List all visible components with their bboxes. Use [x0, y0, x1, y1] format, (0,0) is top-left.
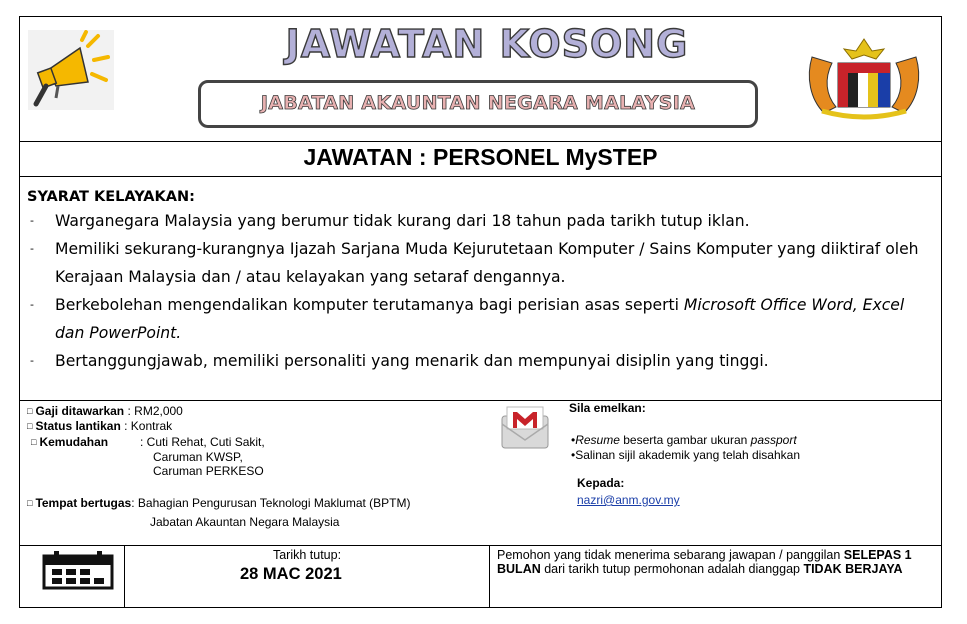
- position-title: JAWATAN : PERSONEL MySTEP: [303, 144, 658, 170]
- requirement-text: Memiliki sekurang-kurangnya Ijazah Sarjana Muda Kejurutetaan Komputer / Sains Komputer yang diiktiraf oleh Kerajaan Malaysia dan / atau kelayakan yang setaraf dengannya.: [55, 240, 919, 286]
- requirement-software: Microsoft Office Word, Excel dan PowerPoint.: [55, 296, 905, 342]
- divider-position: [19, 176, 942, 177]
- requirement-text: Bertanggungjawab, memiliki personaliti yang menarik dan mempunyai disiplin yang tinggi.: [55, 352, 769, 370]
- requirement-item: - Berkebolehan mengendalikan komputer terutamanya bagi perisian asas seperti Microsoft Office Word, Excel dan PowerPoint.: [30, 296, 905, 342]
- requirement-item: - Bertanggungjawab, memiliki personaliti yang menarik dan mempunyai disiplin yang tinggi.: [30, 352, 769, 370]
- status-value: : Kontrak: [120, 419, 173, 433]
- benefits-line-3: Caruman PERKESO: [153, 464, 264, 478]
- benefits-line-1: : Cuti Rehat, Cuti Sakit,: [140, 435, 265, 449]
- salary-label: Gaji ditawarkan: [35, 404, 125, 418]
- status-label: Status lantikan: [35, 419, 121, 433]
- email-to-label: Kepada:: [577, 476, 625, 490]
- notice-text: Pemohon yang tidak menerima sebarang jawapan / panggilan SELEPAS 1 BULAN dari tarikh tutup permohonan adalah dianggap TIDAK BERJAYA: [497, 548, 912, 576]
- email-heading: Sila emelkan:: [569, 401, 646, 415]
- requirements-list: [27, 207, 937, 375]
- divider-vertical-right: [489, 545, 490, 608]
- deadline-label: Tarikh tutup:: [272, 548, 342, 562]
- checkbox-icon: □: [31, 437, 37, 447]
- email-item-2: •Salinan sijil akademik yang telah disahkan: [571, 448, 801, 462]
- calendar-icon: [40, 550, 116, 590]
- divider-details: [19, 545, 942, 546]
- email-item-1: •Resume beserta gambar ukuran passport: [571, 433, 797, 447]
- requirement-text: Berkebolehan mengendalikan komputer terutamanya bagi perisian asas seperti: [55, 296, 684, 314]
- divider-requirements: [19, 400, 942, 401]
- location-line-2: Jabatan Akauntan Negara Malaysia: [150, 515, 340, 529]
- salary-value: : RM2,000: [127, 404, 183, 418]
- requirement-item: - Warganegara Malaysia yang berumur tidak kurang dari 18 tahun pada tarikh tutup iklan.: [30, 212, 750, 230]
- benefits-line-2: Caruman KWSP,: [153, 450, 243, 464]
- checkbox-icon: □: [27, 421, 33, 431]
- mail-icon: [501, 404, 549, 450]
- salary-row: [27, 404, 183, 419]
- department-banner: [198, 80, 758, 128]
- megaphone-icon: [28, 30, 114, 110]
- requirements-heading: SYARAT KELAYAKAN:: [27, 189, 195, 205]
- deadline-date: 28 MAC 2021: [240, 565, 342, 583]
- department-name: JABATAN AKAUNTAN NEGARA MALAYSIA: [260, 92, 696, 114]
- divider-header: [19, 141, 942, 142]
- location-row: [27, 496, 411, 511]
- checkbox-icon: □: [27, 498, 33, 508]
- email-address-link[interactable]: nazri@anm.gov.my: [577, 493, 680, 507]
- location-label: Tempat bertugas: [35, 496, 132, 510]
- benefits-row: [31, 435, 108, 450]
- requirement-text: Warganegara Malaysia yang berumur tidak kurang dari 18 tahun pada tarikh tutup iklan.: [55, 212, 750, 230]
- page-title: JAWATAN KOSONG: [285, 22, 689, 66]
- location-line-1: : Bahagian Pengurusan Teknologi Maklumat (BPTM): [131, 496, 411, 510]
- requirement-item: - Memiliki sekurang-kurangnya Ijazah Sarjana Muda Kejurutetaan Komputer / Sains Komputer yang diiktiraf oleh Kerajaan Malaysia dan / atau kelayakan yang setaraf dengannya.: [30, 240, 919, 286]
- checkbox-icon: □: [27, 406, 33, 416]
- status-row: [27, 419, 172, 434]
- malaysia-coat-of-arms: [802, 37, 926, 123]
- benefits-label: Kemudahan: [39, 435, 109, 449]
